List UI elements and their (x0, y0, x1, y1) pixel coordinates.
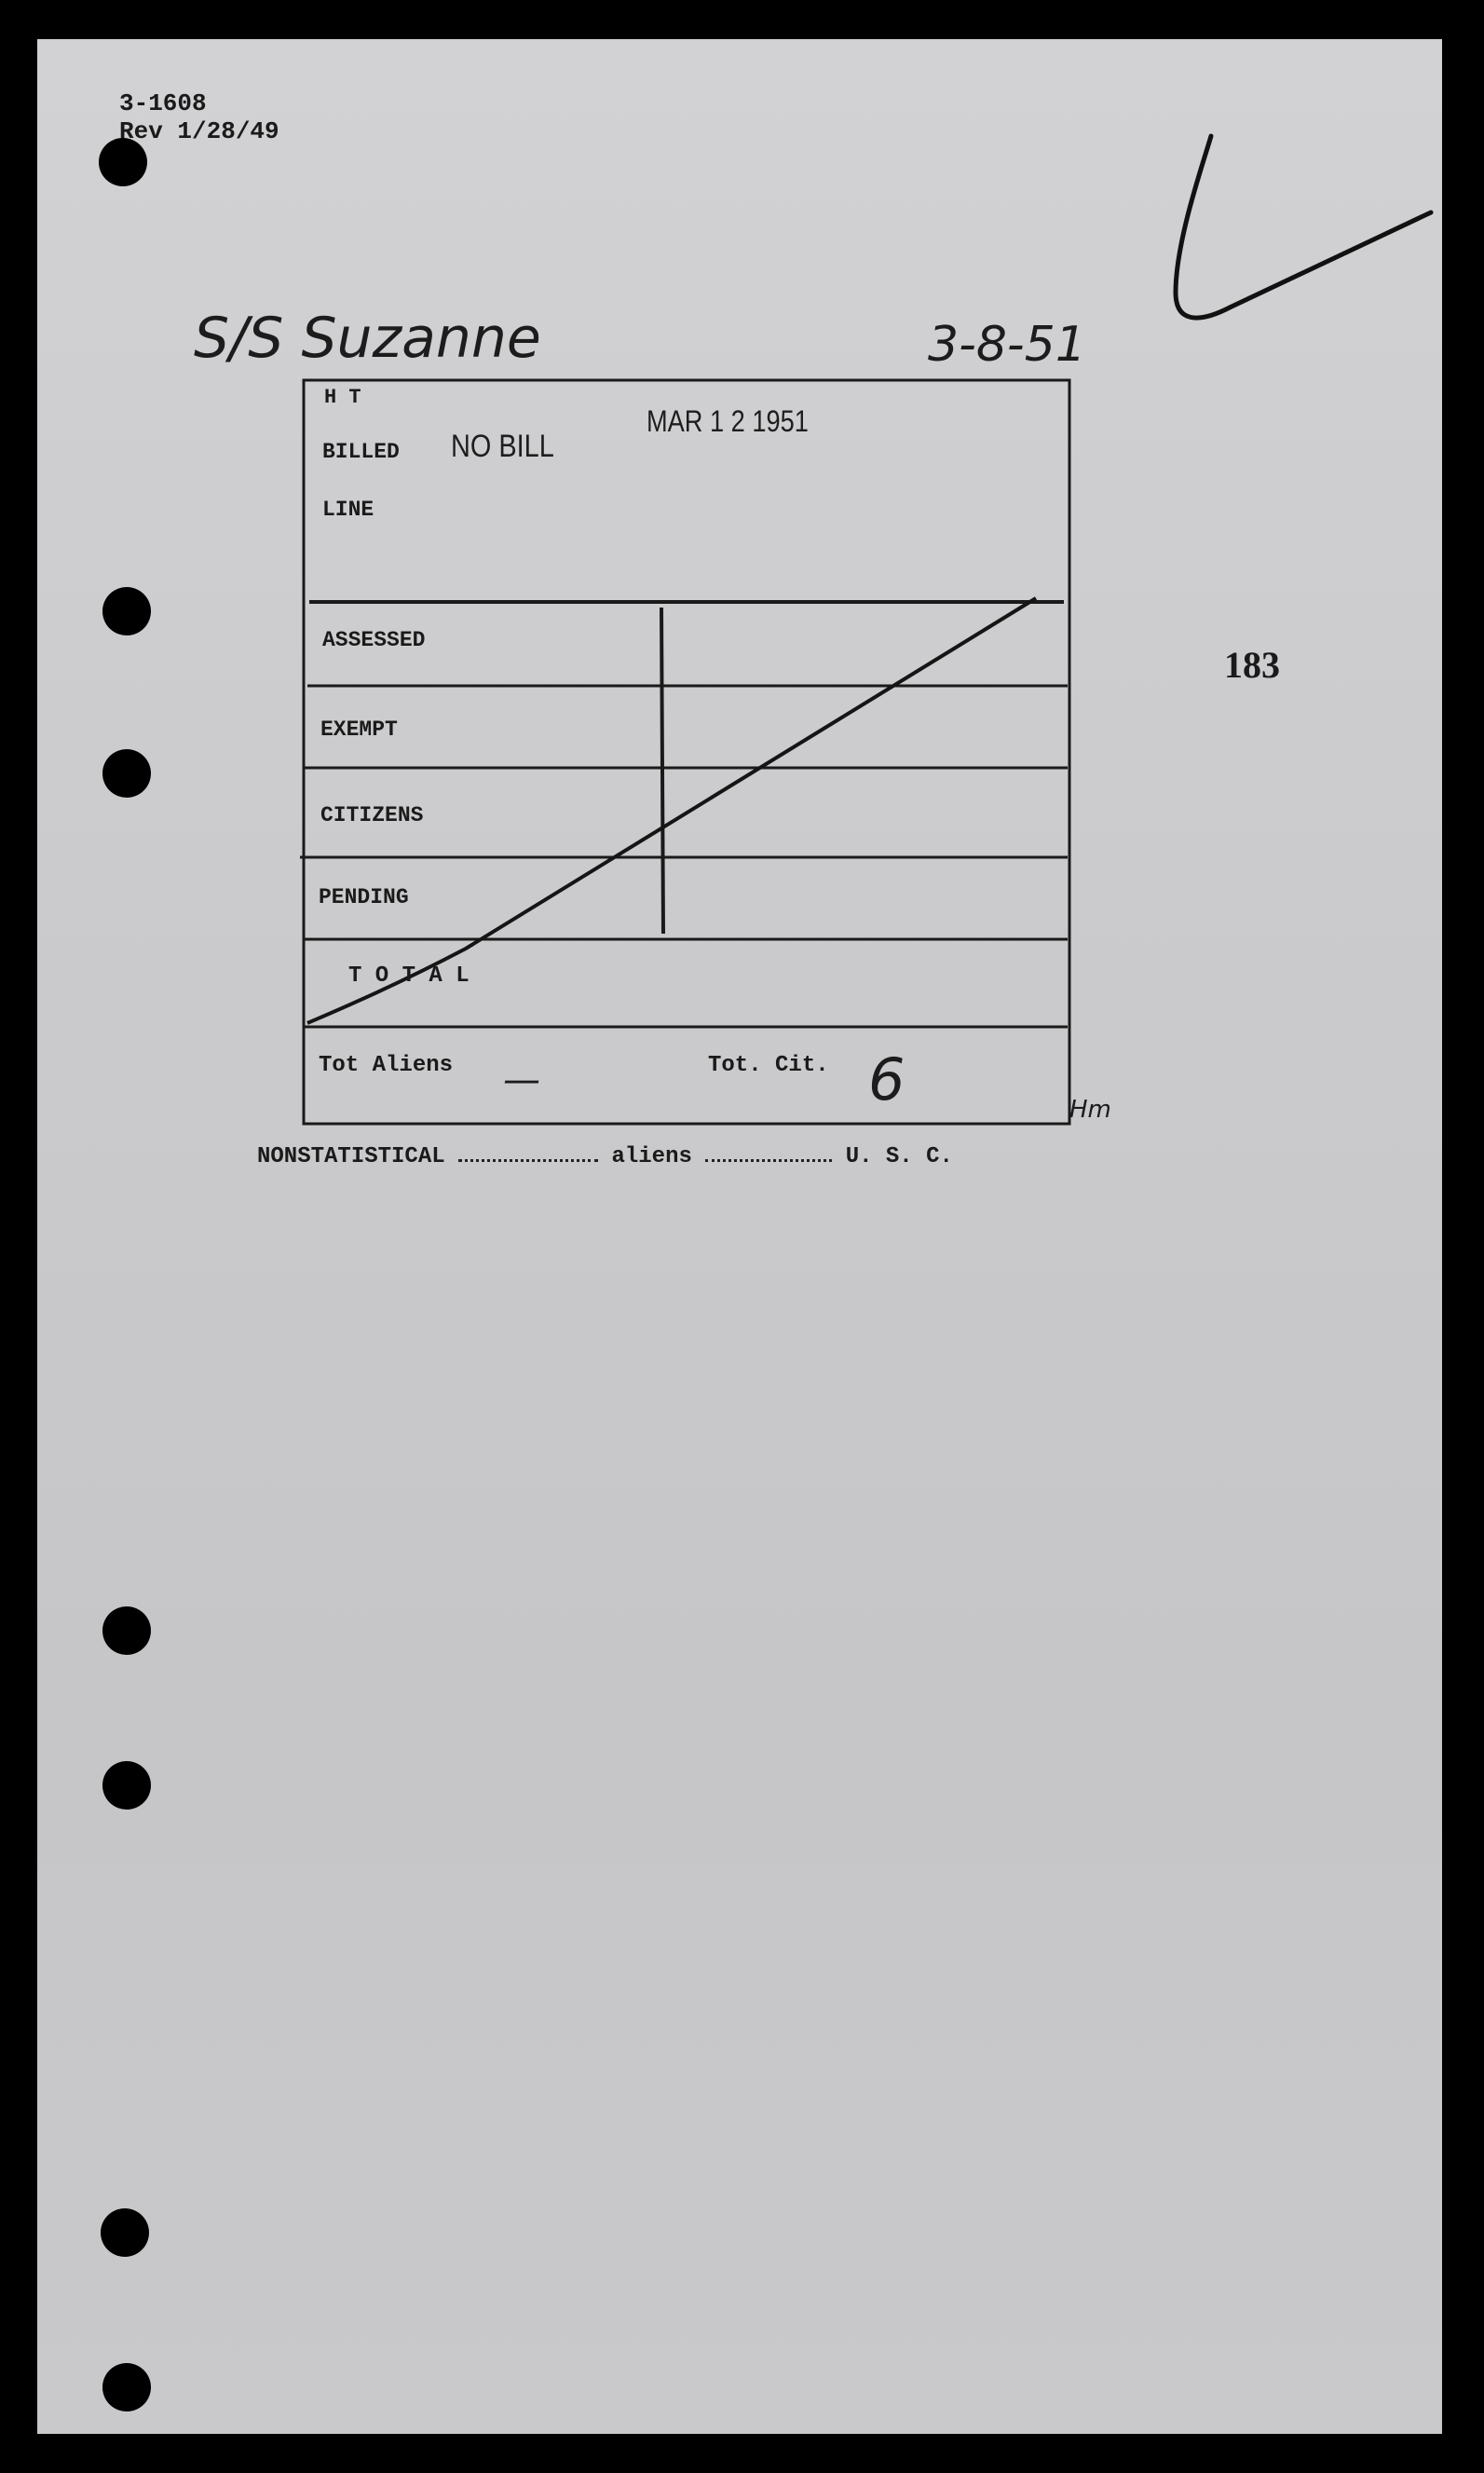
label-billed: BILLED (322, 440, 400, 464)
serial-number: 183 (1224, 644, 1280, 686)
stamp-date: MAR 1 2 1951 (647, 404, 809, 438)
row-total: T O T A L (348, 963, 470, 989)
tot-aliens-label: Tot Aliens (319, 1053, 454, 1078)
check-mark (1176, 136, 1431, 318)
row-assessed: ASSESSED (322, 628, 426, 652)
row-exempt: EXEMPT (320, 717, 398, 742)
label-line: LINE (322, 498, 374, 522)
form-number: 3-1608 (119, 89, 207, 117)
nonstat-usc: U. S. C. (845, 1144, 953, 1169)
ship-name: S/S Suzanne (194, 306, 541, 371)
ship-date: 3-8-51 (928, 317, 1086, 373)
nonstat-blank (705, 1159, 832, 1162)
label-ht: H T (324, 386, 361, 409)
nonstat-blank (458, 1159, 598, 1162)
row-pending: PENDING (319, 885, 409, 909)
stamp-no-bill: NO BILL (451, 429, 554, 464)
form-revision: Rev 1/28/49 (119, 117, 279, 145)
nonstatistical-line (257, 1144, 953, 1169)
row-citizens: CITIZENS (320, 803, 424, 827)
tot-aliens-value: — (503, 1059, 540, 1101)
nonstat-aliens: aliens (611, 1144, 692, 1169)
initials: Hm (1069, 1096, 1111, 1124)
nonstat-label: NONSTATISTICAL (257, 1144, 445, 1169)
tot-cit-value: 6 (868, 1045, 905, 1114)
tot-cit-label: Tot. Cit. (708, 1053, 829, 1078)
